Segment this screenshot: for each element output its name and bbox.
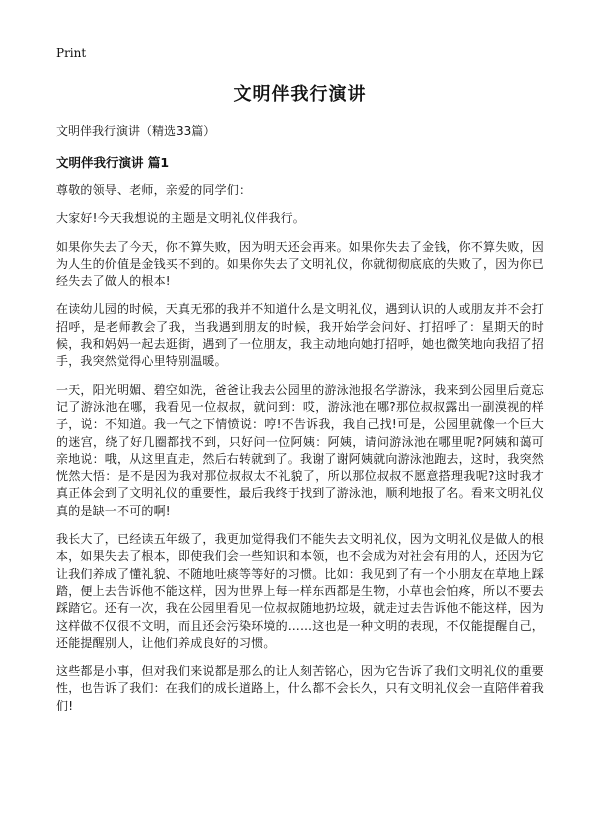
paragraph-greeting: 尊敬的领导、老师，亲爱的同学们：: [56, 183, 252, 197]
print-link[interactable]: Print: [56, 46, 87, 60]
paragraph: 这些都是小事，但对我们来说都是那么的让人刻苦铭心，因为它告诉了我们文明礼仪的重要性，也告诉了我们：在我们的成长道路上，什么都不会长久，只有文明礼仪会一直陪伴着我们!: [56, 664, 545, 713]
paragraph-intro: 大家好!今天我想说的主题是文明礼仪伴我行。: [56, 211, 306, 226]
document-subtitle: 文明伴我行演讲（精选33篇）: [56, 124, 216, 138]
article-body: [56, 182, 544, 726]
paragraph: 我长大了，已经读五年级了，我更加觉得我们不能失去文明礼仪，因为文明礼仪是做人的根本，如果失去了根本，即使我们会一些知识和本领，也不会成为对社会有用的人，还因为它让我们养成了懂礼貌、不随地吐痰等等好的习惯。比如：我见到了有一个小朋友在草地上踩踏，便上去告诉他不能这样，因为世界上每一样东西都是生物，小草也会怕疼，所以不要去踩踏它。还有一次，我在公园里看见一位叔叔随地扔垃圾，就走过去告诉他不能这样，因为这样做不仅很不文明，而且还会污染环境的……这也是一种文明的表现，不仅能提醒自己，还能提醒别人，让他们养成良好的习惯。: [56, 532, 545, 650]
paragraph: 一天，阳光明媚、碧空如洗，爸爸让我去公园里的游泳池报名学游泳，我来到公园里后竟忘记了游泳池在哪，我看见一位叔叔，就问到：哎，游泳池在哪?那位叔叔露出一副漠视的样子，说：不知道。我一气之下情愤说：哼!不告诉我，我自己找!可是，公园里就像一个巨大的迷宫，绕了好几圈都找不到，只好问一位阿姨：阿姨，请问游泳池在哪里呢?阿姨和蔼可亲地说：哦，从这里直走，然后右转就到了。我谢了谢阿姨就向游泳池跑去，这时，我突然恍然大悟：是不是因为我对那位叔叔太不礼貌了，所以那位叔叔不愿意搭理我呢?这时我才真正体会到了文明礼仪的重要性，最后我终于找到了游泳池，顺利地报了名。看来文明礼仪真的是缺一不可的啊!: [56, 382, 545, 518]
paragraph: 如果你失去了今天，你不算失败，因为明天还会再来。如果你失去了金钱，你不算失败，因为人生的价值是金钱买不到的。如果你失去了文明礼仪，你就彻彻底底的失败了，因为你已经失去了做人的根本!: [56, 239, 545, 289]
section-heading: 文明伴我行演讲 篇1: [56, 155, 170, 170]
paragraph: 在读幼儿园的时候，天真无邪的我并不知道什么是文明礼仪，遇到认识的人或朋友并不会打招呼，是老师教会了我，当我遇到朋友的时候，我开始学会问好、打招呼了：星期天的时候，我和妈妈一起去逛街，遇到了一位朋友，我主动地向她打招呼，她也微笑地向我招了招手，我突然觉得心里特别温暖。: [56, 302, 545, 369]
page-title: 文明伴我行演讲: [233, 84, 367, 105]
